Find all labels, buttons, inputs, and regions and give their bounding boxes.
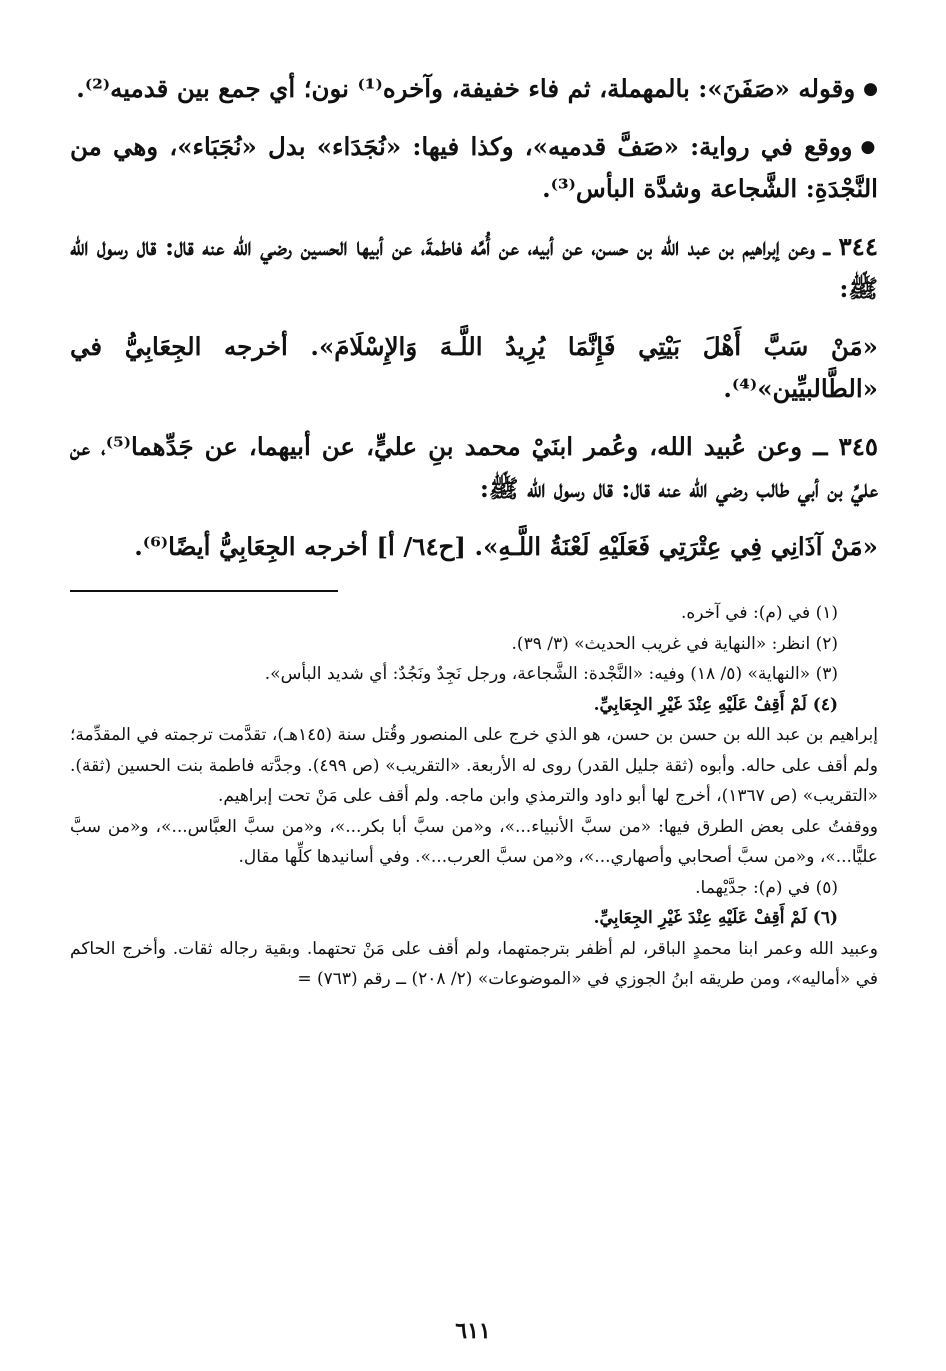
- hadith-344-isnad: ٣٤٤ ــ وعن إبراهيم بن عبد الله بن حسن، عن أبيه، عن أُمِّه فاطمةَ، عن أبيها الحسين رضي الله عنه قال: قال رسول الله ﷺ:: [70, 232, 878, 303]
- hadith-345-isnad: ٣٤٥ ــ وعن عُبيد الله، وعُمر ابنَيْ محمد بنِ عليٍّ، عن أبيهما، عن جَدِّهما⁽⁵⁾، عن عليِّ بن أبي طالب رضي الله عنه قال: قال رسول الله ﷺ:: [70, 432, 879, 503]
- footnote-3: (٣) «النهاية» (٥/ ١٨) وفيه: «النَّجْدة: الشَّجاعة، ورجل نَجِدٌ ونَجُدٌ: أي شديد البأس».: [264, 664, 838, 684]
- paragraph-riwaya: ● ووقع في رواية: «صَفَّ قدميه»، وكذا فيها: «نُجَدَاء» بدل «نُجَبَاء»، وهي من النَّجْدَةِ: الشَّجاعة وشدَّة البأس⁽³⁾.: [70, 126, 878, 210]
- main-text: [70, 68, 878, 568]
- footnote-6: (٦) لَمْ أَقِفْ عَلَيْهِ عِنْدَ غَيْرِ الجِعَابِيِّ.: [593, 908, 838, 928]
- footnote-4-body: إبراهيم بن عبد الله بن حسن بن حسن، هو الذي خرج على المنصور وقُتل سنة (١٤٥هـ)، تقدَّمت ترجمته في المقدِّمة؛ ولم أقف على حاله. وأبوه (ثقة جليل القدر) روى له الأربعة. «التقريب» (ص ٤٩٩). وجدَّته فاطمة بنت الحسين (ثقة). «التقريب» (ص ١٣٦٧)، أخرج لها أبو داود والترمذي وابن ماجه. ولم أقف على مَنْ تحت إبراهيم.: [70, 725, 878, 806]
- footnote-1: (١) في (م): في آخره.: [680, 603, 838, 623]
- paragraph-safan: ● وقوله «صَفَنَ»: بالمهملة، ثم فاء خفيفة، وآخره⁽¹⁾ نون؛ أي جمع بين قدميه⁽²⁾.: [70, 68, 878, 110]
- hadith-345-matn: «مَنْ آذَانِي فِي عِتْرَتِي فَعَلَيْهِ لَعْنَةُ اللَّـهِ». [ح٦٤/ أ] أخرجه الجِعَابِيُّ أيضًا⁽⁶⁾.: [134, 532, 878, 561]
- footnote-2: (٢) انظر: «النهاية في غريب الحديث» (٣/ ٣٩).: [511, 633, 838, 654]
- footnote-6-body: وعبيد الله وعمر ابنا محمدٍ الباقر، لم أظفر بترجمتهما، ولم أقف على مَنْ تحتهما. وبقية رجاله ثقات. وأخرج الحاكم في «أماليه»، ومن طريقه ابنُ الجوزي في «الموضوعات» (٢/ ٢٠٨) ــ رقم (٧٦٣) =: [70, 938, 878, 989]
- footnote-divider: [70, 590, 338, 592]
- hadith-344-matn: «مَنْ سَبَّ أَهْلَ بَيْتِي فَإِنَّمَا يُرِيدُ اللَّـهَ وَالإِسْلَامَ». أخرجه الجِعَابِيُّ في «الطَّالبيِّين»⁽⁴⁾.: [70, 332, 878, 403]
- page-body: [70, 68, 878, 995]
- footnote-4: (٤) لَمْ أَقِفْ عَلَيْهِ عِنْدَ غَيْرِ الجِعَابِيِّ.: [593, 694, 838, 715]
- footnotes: [70, 598, 878, 995]
- footnote-4-extra: ووقفتُ على بعض الطرق فيها: «من سبَّ الأنبياء...»، و«من سبَّ أبا بكر...»، و«من سبَّ العبَّاس...»، و«من سبَّ عليًّا...»، و«من سبَّ أصحابي وأصهاري...»، و«من سبَّ العرب...». وفي أسانيدها كلِّها مقال.: [70, 816, 878, 867]
- page-number: ٦١١: [455, 1318, 491, 1344]
- footnote-5: (٥) في (م): جدَّيْهما.: [695, 877, 838, 898]
